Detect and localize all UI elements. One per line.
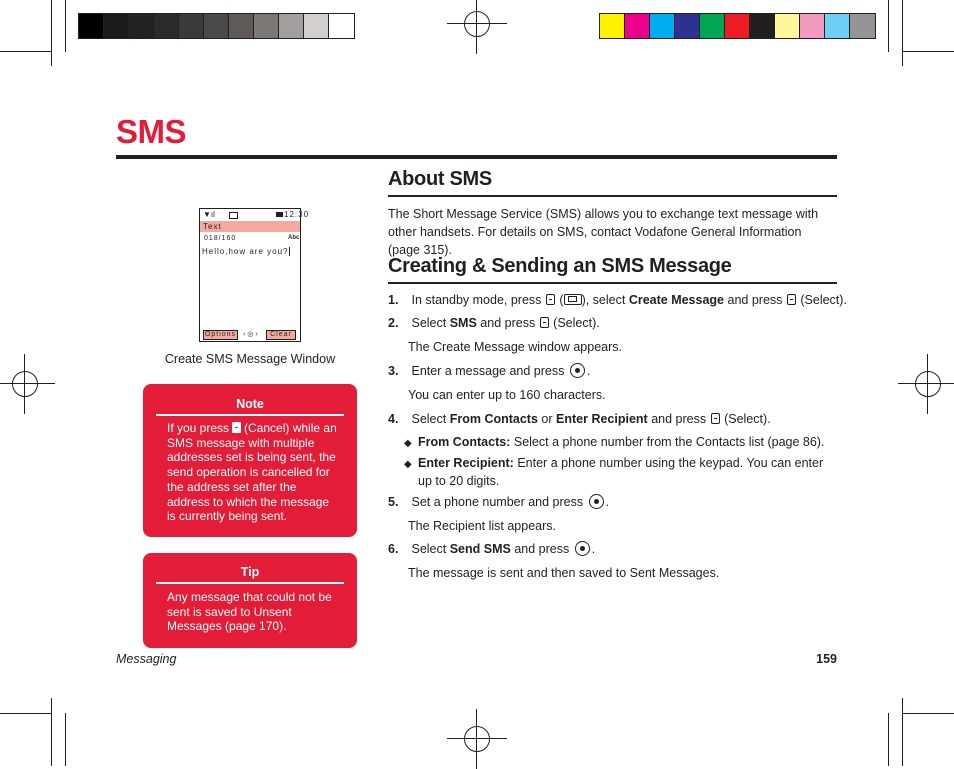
phone-status-bar [200,209,310,221]
color-swatch [254,14,279,38]
center-key-icon [589,494,604,509]
char-counter: 018/160 [204,235,237,242]
creating-heading: Creating & Sending an SMS Message [388,255,732,277]
clear-softkey: Clear [266,330,296,340]
color-swatch [775,14,800,38]
about-heading: About SMS [388,168,492,190]
color-swatch [750,14,775,38]
phone-message-text [202,247,290,256]
crop-mark [65,713,66,766]
color-swatch [600,14,625,38]
crop-mark [902,713,954,714]
step-6-result: The message is sent and then saved to Sent Messages. [408,566,720,580]
color-swatch [279,14,304,38]
grayscale-color-bar [78,13,355,39]
crop-mark [902,0,903,66]
tip-title: Tip [240,565,260,579]
step-4: 4. Select From Contacts or Enter Recipient and press (Select). [388,412,771,426]
color-swatch [204,14,229,38]
crop-mark [0,713,52,714]
process-color-bar [599,13,876,39]
registration-mark-bottom [455,717,499,761]
page-title: SMS [116,113,187,150]
crop-mark [51,698,52,766]
mail-key-icon [564,294,582,305]
left-softkey-icon [546,294,555,305]
registration-mark-right [906,362,950,406]
step-5-result: The Recipient list appears. [408,519,556,533]
tip-box [143,553,357,648]
softkey-icon [232,422,241,433]
center-key-icon [570,363,585,378]
color-swatch [675,14,700,38]
color-swatch [850,14,875,38]
left-softkey-icon [540,317,549,328]
message-icon [229,212,238,219]
step-1: 1. In standby mode, press ( ), select Create Message and press (Select). [388,293,847,307]
color-swatch [825,14,850,38]
crop-mark [65,0,66,52]
crop-mark [902,698,903,766]
note-box [143,384,357,537]
about-rule [388,195,837,197]
step-5: 5. Set a phone number and press . [388,495,610,509]
color-swatch [104,14,129,38]
color-swatch [800,14,825,38]
color-swatch [154,14,179,38]
color-swatch [129,14,154,38]
title-rule [116,155,837,159]
crop-mark [888,713,889,766]
creating-rule [388,282,837,284]
step-2-result: The Create Message window appears. [408,340,623,354]
diamond-bullet-icon: ◆ [404,438,412,449]
input-mode-indicator: Abc [288,235,300,241]
color-swatch [700,14,725,38]
center-key-icon [575,541,590,556]
phone-screenshot [199,208,310,342]
color-swatch [650,14,675,38]
crop-mark [888,0,889,52]
note-title: Note [236,397,264,411]
battery-icon [276,212,283,217]
color-swatch [79,14,104,38]
tip-text: Any message that could not be sent is saved to Unsent Messages (page 170). [167,590,332,634]
bullet-enter-recipient: ◆ Enter Recipient: Enter a phone number using the keypad. You can enter up to 20 digits. [404,456,824,488]
signal-icon: ▼ıl [203,210,215,219]
color-swatch [725,14,750,38]
crop-mark [0,51,52,52]
tip-rule [156,582,344,584]
nav-key-icon: ‹ ◎ › [243,331,258,338]
step-2: 2. Select SMS and press (Select). [388,316,600,330]
footer-section: Messaging [116,652,177,666]
step-3-result: You can enter up to 160 characters. [408,388,606,402]
color-swatch [229,14,254,38]
note-text: If you press (Cancel) while an SMS message with multiple addresses set is being sent, the send operation is cancelled for the address set after the address to which the message is currently being sent. [167,421,337,524]
about-body: The Short Message Service (SMS) allows you to exchange text message with other handsets. For details on SMS, contact Vodafone General Information (page 315). [388,207,819,257]
note-rule [156,414,344,416]
step-3: 3. Enter a message and press . [388,364,591,378]
options-softkey: Options [204,331,237,338]
message-content: Hello,how are you? [202,247,289,256]
crop-mark [51,0,52,66]
color-swatch [625,14,650,38]
registration-mark-left [3,362,47,406]
color-swatch [179,14,204,38]
screenshot-caption: Create SMS Message Window [164,352,336,366]
phone-clock: 12:30 [284,210,310,219]
page-number: 159 [816,652,837,666]
color-swatch [329,14,354,38]
phone-header: Text [200,221,300,232]
crop-mark [902,51,954,52]
left-softkey-icon [711,413,720,424]
bullet-from-contacts: ◆ From Contacts: Select a phone number from the Contacts list (page 86). [404,434,829,452]
color-swatch [304,14,329,38]
diamond-bullet-icon: ◆ [404,459,412,470]
right-softkey-icon [787,294,796,305]
registration-mark-top [455,2,499,46]
step-6: 6. Select Send SMS and press . [388,542,596,556]
